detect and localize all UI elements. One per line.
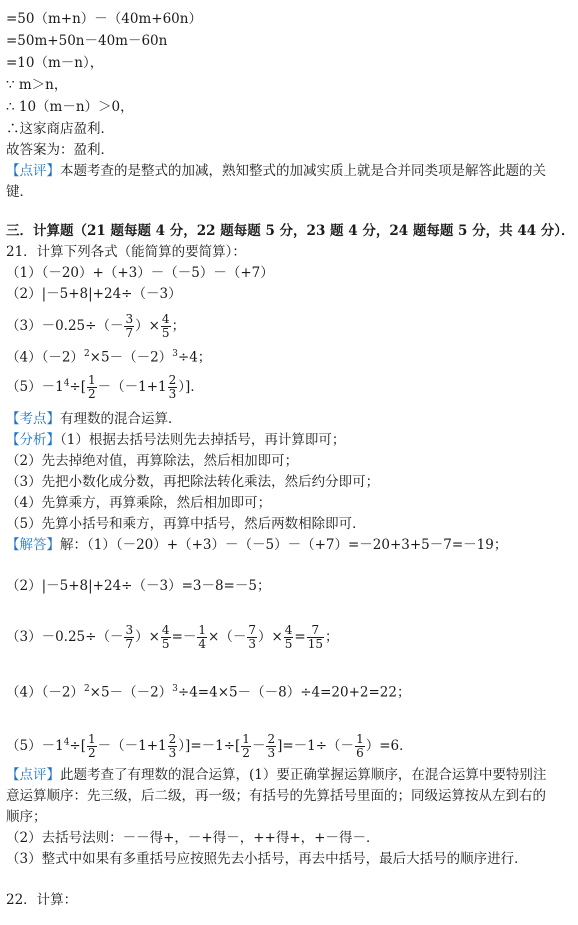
fraction (87, 374, 97, 401)
review-text: 键． (6, 184, 33, 200)
solution-line: ∵ m＞n， (6, 77, 68, 93)
analysis-text: （1）根据去括号法则先去掉括号，再计算即可； (60, 432, 346, 448)
review-text: （3）整式中如果有多重括号应按照先去小括号，再去中括号，最后大括号的顺序进行． (6, 851, 528, 867)
numerator: 1 (88, 373, 96, 387)
review-text: 此题考查了有理数的混合运算，(1）要正确掌握运算顺序，在混合运算中要特别注 (60, 767, 547, 783)
solution-line: =50（m+n）－（40m+60n） (6, 11, 202, 27)
numerator: 4 (161, 623, 170, 637)
expr-text: （3）－0.25÷（－ (6, 629, 124, 645)
expr-text: ×5－（－2） (89, 684, 173, 701)
expr-text: （4）（－2） (6, 349, 84, 366)
expr-text: ]=－1÷（－ (277, 738, 355, 754)
fraction (284, 624, 294, 651)
denominator: 3 (267, 746, 276, 760)
expr-text: －（－1+1 (97, 379, 167, 395)
expr-text: （4）（－2） (6, 684, 84, 701)
analysis-tag: 【分析】 (6, 432, 60, 448)
expr-text: ÷[ (69, 738, 87, 754)
denominator: 3 (168, 387, 177, 401)
answer-line (6, 733, 413, 760)
expr-text: ）]． (178, 379, 204, 395)
answer-line (6, 680, 410, 702)
review-text: 本题考查的是整式的加减，熟知整式的加减实质上就是合并同类项是解答此题的关 (60, 163, 546, 179)
expr-text: （5）－1 (6, 379, 64, 395)
question-part (6, 345, 211, 367)
numerator: 3 (125, 623, 134, 637)
section-title: 三．计算题（21 题每题 4 分，22 题每题 5 分，23 题 4 分，24 题每题 5 分，共 44 分）． (6, 223, 575, 239)
denominator: 3 (248, 637, 256, 651)
fraction (266, 733, 276, 760)
numerator: 2 (168, 732, 177, 746)
expr-text: ×5－（－2） (89, 349, 173, 366)
denominator: 5 (284, 637, 293, 651)
question-stem: 22．计算： (6, 892, 78, 908)
denominator: 5 (161, 326, 170, 340)
solution-line: ∴这家商店盈利． (6, 121, 114, 137)
expr-text: ）× (135, 318, 160, 334)
answer-line (6, 624, 339, 651)
review-text: （2）去括号法则：－－得+，－+得－，++得+，+－得－． (6, 830, 380, 846)
analysis-line (6, 431, 345, 449)
review-paragraph (6, 766, 546, 784)
expr-text: －（－1+1 (97, 738, 167, 754)
fraction (241, 733, 251, 760)
analysis-line: （3）先把小数化成分数，再把除法转化乘法，然后约分即可； (6, 474, 380, 490)
expr-text: ）]=－1÷[ (178, 738, 241, 754)
fraction (124, 624, 134, 651)
knowledge-point (6, 410, 182, 428)
denominator: 4 (198, 637, 207, 651)
fraction (307, 624, 324, 651)
exponent: 2 (83, 684, 90, 694)
question-part (6, 374, 204, 401)
fraction (161, 313, 171, 340)
expr-text: ÷4=4×5－（－8）÷4=20+2=22； (177, 684, 411, 701)
answer-line (6, 536, 507, 554)
numerator: 1 (242, 732, 250, 746)
fraction (247, 624, 257, 651)
fraction (161, 624, 171, 651)
question-stem: 21．计算下列各式（能简算的要简算）： (6, 244, 246, 260)
expr-text: ； (325, 629, 339, 645)
numerator: 2 (267, 732, 276, 746)
exponent: 3 (172, 349, 178, 359)
denominator: 6 (356, 746, 364, 760)
answer-line: （2）|－5+8|+24÷（－3）=3－8=－5； (6, 578, 271, 594)
question-part: （1）（－20）+（+3）－（－5）－（+7） (6, 265, 274, 281)
numerator: 4 (284, 623, 293, 637)
review-tag: 【点评】 (6, 163, 60, 179)
review-paragraph (6, 162, 546, 180)
denominator: 7 (125, 637, 134, 651)
denominator: 15 (307, 637, 324, 651)
analysis-line: （2）先去掉绝对值，再算除法，然后相加即可； (6, 453, 299, 469)
review-tag: 【点评】 (6, 767, 60, 783)
numerator: 7 (307, 624, 324, 638)
solution-line: =10（m－n）， (6, 55, 104, 71)
review-text: 意运算顺序：先三级，后二级，再一级；有括号的先算括号里面的；同级运算按从左到右的 (6, 788, 546, 804)
fraction (355, 733, 365, 760)
numerator: 7 (248, 623, 256, 637)
answer-tag: 【解答】 (6, 537, 60, 553)
denominator: 3 (168, 746, 177, 760)
fraction (87, 733, 97, 760)
expr-text: ）=6． (365, 738, 413, 754)
review-text: 顺序； (6, 809, 47, 825)
expr-text: ）× (257, 629, 283, 645)
expr-text: （5）－1 (6, 738, 64, 754)
numerator: 2 (168, 373, 177, 387)
expr-text: ×（－ (208, 629, 247, 645)
kp-tag: 【考点】 (6, 411, 60, 427)
exponent: 3 (172, 684, 178, 694)
numerator: 4 (161, 312, 170, 326)
expr-text: ）× (135, 629, 160, 645)
answer-text: 解：（1）（－20）+（+3）－（－5）－（+7）=－20+3+5－7=－19； (60, 537, 508, 553)
expr-text: ÷4； (177, 349, 212, 366)
solution-line: 故答案为：盈利． (6, 142, 114, 158)
expr-text: =－ (171, 629, 197, 645)
expr-text: ÷[ (69, 379, 87, 395)
numerator: 1 (88, 732, 96, 746)
fraction (124, 313, 134, 340)
solution-line: =50m+50n－40m－60n (6, 33, 168, 49)
denominator: 7 (125, 326, 134, 340)
expr-text: （3）－0.25÷（－ (6, 318, 124, 334)
analysis-line: （4）先算乘方，再算乘除，然后相加即可； (6, 495, 272, 511)
expr-text: = (294, 629, 306, 645)
exponent: 4 (63, 378, 70, 389)
numerator: 1 (198, 623, 207, 637)
question-part (6, 313, 185, 340)
numerator: 3 (125, 312, 134, 326)
numerator: 1 (356, 732, 364, 746)
denominator: 2 (242, 746, 250, 760)
denominator: 2 (88, 746, 96, 760)
fraction (168, 374, 178, 401)
fraction (197, 624, 207, 651)
fraction (168, 733, 178, 760)
solution-line: ∴ 10（m－n）＞0， (6, 99, 134, 115)
denominator: 2 (88, 387, 96, 401)
exponent: 2 (83, 349, 90, 359)
kp-text: 有理数的混合运算． (60, 411, 182, 427)
expr-text: － (251, 738, 266, 754)
question-part: （2）|－5+8|+24÷（－3） (6, 286, 182, 302)
analysis-line: （5）先算小括号和乘方，再算中括号，然后两数相除即可． (6, 516, 366, 532)
denominator: 5 (161, 637, 170, 651)
exponent: 4 (63, 737, 70, 748)
expr-text: ； (171, 318, 186, 334)
